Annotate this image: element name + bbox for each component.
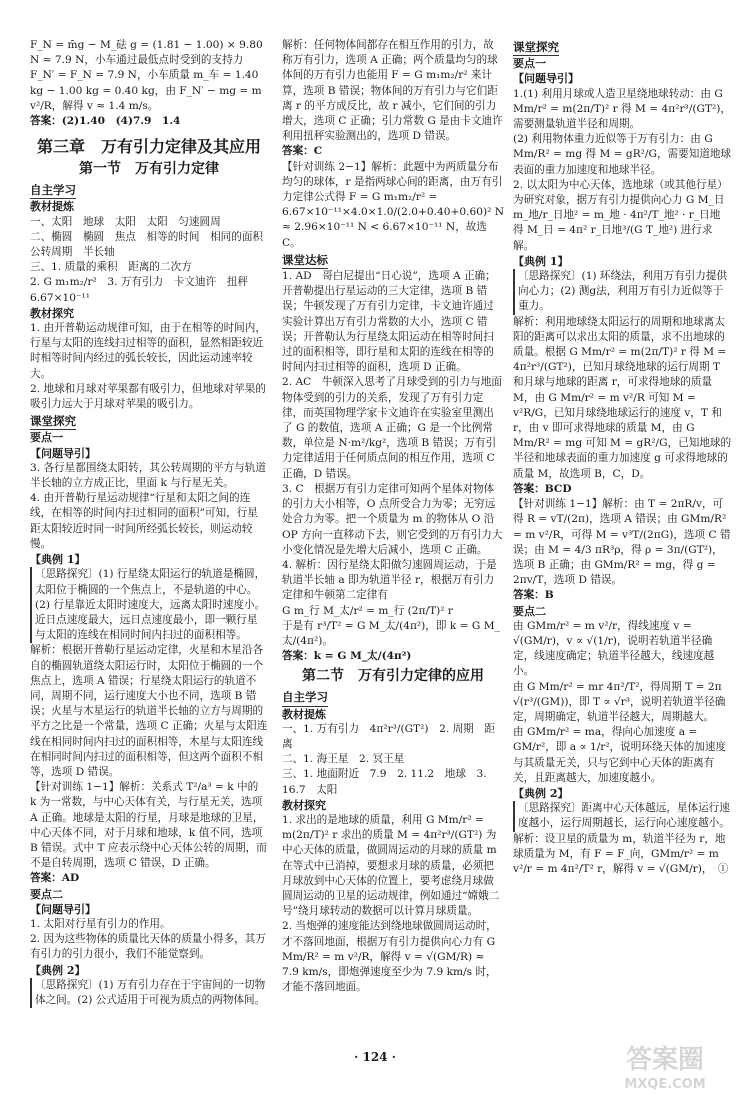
paragraph: 2. 当炮弹的速度能达到绕地球做圆周运动时，才不落回地面，根据万有引力提供向心力有 G Mm/R² = m v²/R，解得 v = √(GM/R) ≈ 7.9 km/s，即炮弹速度至少为 7.9 km/s 时，才能不落回地面。	[282, 920, 497, 994]
subheading: 【典例 1】	[30, 553, 86, 567]
answer-line: 答案：AD	[30, 872, 80, 885]
paragraph: 二、椭圆 椭圆 焦点 相等的时间 相同的面积 公转周期 半长轴	[30, 230, 274, 259]
answer-line: 答案：(2)1.40 (4)7.9 1.4	[30, 115, 181, 128]
left-column	[30, 38, 274, 1008]
subheading: 【典例 2】	[30, 963, 86, 977]
paragraph: 1. 由开普勒运动规律可知，由于在相等的时间内，行星与太阳的连线扫过相等的面积，显然相距较近时相等时间内经过的弧长较长，因此运动速率较大。	[30, 322, 266, 380]
subheading: 【问题导引】	[30, 902, 96, 916]
hint-box: 〔思路探究〕(1) 行星绕太阳运行的轨道是椭圆，太阳位于椭圆的一个焦点上，不是轨道的中心。(2) 行星靠近太阳时速度大，远离太阳时速度小。近日点速度最大，远日点速度最小，即一颗行星与太阳的连线在相同时间内扫过的面积相等。	[30, 567, 268, 643]
subheading: 【问题导引】	[30, 446, 96, 460]
paragraph: 【针对训练 2−1】解析：此题中为两质量分布均匀的球体，r 是指两球心间的距离，由万有引力定律公式得 F = G m₁m₂/r² = 6.67×10⁻¹¹×4.0×1.0/(2.0+0.40+0.60)² N ≈ 2.96×10⁻¹¹ N < 6.67×10⁻¹¹ N，故选 C。	[282, 160, 504, 249]
paragraph: 解析：设卫星的质量为 m，轨道半径为 r，地球质量为 M，有 F = F_向，GMm/r² = m v²/r = m 4π²/T² r，解得 v = √(GM/r)， ①	[513, 832, 729, 875]
paragraph: 解析：任何物体间都存在相互作用的引力，故称万有引力，选项 A 正确；两个质量均匀的球体间的万有引力也能用 F = G m₁m₂/r² 来计算，选项 B 错误；物体间的万有引力与它们距离 r 的平方成反比，故 r 减小，它们间的引力增大，选项 C 正确；引力常数 G 是由卡文迪许利用扭秤实验测出的，选项 D 错误。	[282, 39, 503, 143]
hint-box: 〔思路探究〕(1) 万有引力存在于宇宙间的一切物体之间。(2) 公式适用于可视为质点的两物体间。	[30, 978, 268, 1008]
section-title: 第二节 万有引力定律的应用	[302, 668, 484, 685]
subheading: 教材探究	[282, 798, 326, 812]
subheading: 【典例 2】	[513, 786, 569, 800]
hint-box: 〔思路探究〕(1) 环绕法，利用万有引力提供向心力；(2) 测g法，利用万有引力近似等于重力。	[513, 269, 733, 315]
paragraph: 一、太阳 地球 太阳 太阳 匀速圆周	[30, 215, 221, 228]
section-banner: 自主学习	[30, 183, 76, 199]
section-banner: 课堂探究	[513, 40, 559, 56]
answer-line: 答案：B	[513, 589, 554, 602]
paragraph: 4. 由开普勒行星运动规律“行星和太阳之间的连线，在相等的时间内扫过相同的面积”可知，行星距太阳较近时同一时间所经弧长较长，则运动较慢。	[30, 492, 258, 550]
subheading: 要点一	[513, 57, 546, 71]
paragraph: 2. 地球和月球对苹果都有吸引力，但地球对苹果的吸引力远大于月球对苹果的吸引力。	[30, 382, 266, 411]
hint-box: 〔思路探究〕距离中心天体越远，星体运行速度越小，运行周期越长，运行向心速度越小。	[513, 801, 733, 831]
paragraph: 2. G m₁m₂/r² 3. 万有引力 卡文迪许 扭秤 6.67×10⁻¹¹	[30, 276, 259, 304]
paragraph: 3. 各行星都围绕太阳转，其公转周期的平方与轨道半长轴的立方成正比，里面 k 与行星无关。	[30, 461, 266, 490]
subheading: 要点二	[30, 887, 63, 901]
paragraph: 由 G Mm/r² = mr 4π²/T²，得周期 T = 2π √(r³/(GM))，即 T ∝ √r³，说明若轨道半径确定，周期确定，轨道半径越大，周期越大。	[513, 680, 726, 723]
subheading: 要点二	[513, 604, 546, 618]
paragraph: 2. 因为这些物体的质量比天体的质量小得多，其万有引力的引力很小，我们不能觉察到。	[30, 933, 266, 961]
paragraph: G m_行 M_太/r² = m_行 (2π/T)² r	[282, 604, 453, 617]
paragraph: 解析：根据开普勒行星运动定律，火星和木星沿各自的椭圆轨道绕太阳运行时，太阳位于椭圆的一个焦点上，选项 A 错误；行星绕太阳运行的轨道不同，周期不同，运行速度大小也不同，选项 B 错误；火星与木星运行的轨道半长轴的立方与周期的平方之比是一个常量，选项 C 正确；火星与太阳连线在相同时间内扫过的面积相等，木星与太阳连线在相同时间内扫过的面积相等，但这两个面积不相等，选项 D 错误。	[30, 644, 268, 778]
paragraph: 【针对训练 1−1】解析：由 T = 2πR/v，可得 R = vT/(2π)，选项 A 错误；由 GMm/R² = m v²/R，可得 M = v³T/(2πG)，选项 C 错误；由 M = 4/3 πR³ρ，得 ρ = 3π/(GT²)，选项 B 正确；由 GMm/R² = mg，得 g = 2πv/T，选项 D 错误。	[513, 498, 731, 587]
section-banner: 课堂达标	[282, 253, 328, 269]
answer-line: 答案：C	[282, 145, 323, 158]
paragraph: 【针对训练 1−1】解析：关系式 T²/a³ = k 中的 k 为一常数，与中心天体有关，与行星无关，选项 A 正确。地球是太阳的行星，月球是地球的卫星，中心天体不同，对于月球和地球，k 值不同，选项 B 错误。式中 T 应表示绕中心天体公转的周期，而不是自转周期，选项 C 错误，D 正确。	[30, 781, 267, 870]
paragraph: 1. 太阳对行星有引力的作用。	[30, 917, 171, 930]
paragraph: F_N = m̄g − M_砝 g = (1.81 − 1.00) × 9.80 N ≈ 7.9 N，小车通过最低点时受到的支持力 F_N′ = F_N = 7.9 N，小车质量 m_车 = 1.40 kg − 1.00 kg = 0.40 kg，由 F_N′ − mg = m v²/R，解得 v ≈ 1.4 m/s。	[30, 39, 263, 112]
paragraph: 4. 解析：因行星绕太阳做匀速圆周运动，于是轨道半长轴 a 即为轨道半径 r，根据万有引力定律和牛顿第二定律有	[282, 558, 497, 602]
page-number: · 124 ·	[354, 1050, 396, 1064]
middle-column	[282, 38, 504, 995]
right-column	[513, 38, 733, 877]
paragraph: 于是有 r³/T² = G M_太/(4π²)，即 k = G M_太/(4π²)。	[282, 619, 500, 647]
watermark-logo	[590, 1040, 740, 1092]
paragraph: 2. AC 牛顿深入思考了月球受到的引力与地面物体受到的引力的关系，发现了万有引力定律，而英国物理学家卡文迪许在实验室里测出了 G 的数值，选项 A 正确；G 是一个比例常数，单位是 N·m²/kg²，选项 B 错误；万有引力定律适用于任何质点间的相互作用，选项 C 正确，D 错误。	[282, 376, 502, 480]
paragraph: 1. 求出的是地球的质量，利用 G Mm/r² = m(2π/T)² r 求出的质量 M = 4π²r³/(GT²) 为中心天体的质量，做圆周运动的月球的质量 m 在等式中已消掉，要想求月球的质量，必须把月球放到中心天体的位置上，要考虑绕月球做圆周运动的卫星的运动规律，例如通过“嫦娥二号”绕月球转动的数据可以计算月球质量。	[282, 813, 500, 918]
paragraph: 二、1. 海王星 2. 冥王星	[282, 753, 405, 766]
paragraph: 2. 以太阳为中心天体，选地球（或其他行星）为研究对象，据万有引力提供向心力 G M_日 m_地/r_日地² = m_地 · 4π²/T_地² · r_日地 得 M_日 = 4π² r_日地³/(G T_地²) 进行求解。	[513, 178, 728, 252]
subheading: 教材提炼	[282, 707, 326, 721]
paragraph: 由 GMm/r² = ma，得向心加速度 a = GM/r²，即 a ∝ 1/r²，说明环绕天体的加速度与其质量无关，只与它到中心天体的距离有关，且距离越大，加速度越小。	[513, 726, 727, 784]
paragraph: 1.(1) 利用月球或人造卫星绕地球转动：由 G Mm/r² = m(2π/T)² r 得 M = 4π²r³/(GT²)，需要测量轨道半径和周期。	[513, 87, 731, 131]
paragraph: 三、1. 地面附近 7.9 2. 11.2 地球 3. 16.7 太阳	[282, 768, 487, 796]
section-banner: 课堂探究	[30, 414, 76, 430]
watermark-line2: MXQE.COM	[624, 1077, 706, 1092]
subheading: 教材提炼	[30, 200, 74, 214]
section-banner: 自主学习	[282, 690, 328, 706]
paragraph: 三、1. 质量的乘积 距离的二次方	[30, 261, 192, 274]
paragraph: 1. AD 哥白尼提出“日心说”，选项 A 正确；开普勒提出行星运动的三大定律，选项 B 错误；牛顿发现了万有引力定律，卡文迪许通过实验计算出万有引力常数的大小，选项 C 错误；开普勒认为行星绕太阳运动在相等时间扫过的面积相等，即行星和太阳的连线在相等的时间内扫过相等的面积，选项 D 正确。	[282, 270, 496, 374]
subheading: 【问题导引】	[513, 72, 579, 86]
paragraph: 一、1. 万有引力 4π²r³/(GT²) 2. 周期 距离	[282, 722, 495, 750]
paragraph: 3. C 根据万有引力定律可知两个星体对物体的引力大小相等，O 点所受合力为零；无穷远处合力为零。把一个质量为 m 的物体从 O 沿 OP 方向一直移动下去，则它受到的万有引力大小变化情况是先增大后减小，选项 C 正确。	[282, 482, 503, 556]
subheading: 要点一	[30, 431, 63, 445]
subheading: 【典例 1】	[513, 254, 569, 268]
answer-line: 答案：k = G M_太/(4π²)	[282, 650, 412, 663]
chapter-title: 第三章 万有引力定律及其应用	[36, 137, 261, 157]
watermark-line1: 答案圈	[625, 1045, 705, 1075]
subheading: 教材探究	[30, 306, 74, 320]
answer-line: 答案：BCD	[513, 482, 572, 495]
section-title: 第一节 万有引力定律	[79, 161, 219, 178]
paragraph: (2) 利用物体重力近似等于万有引力：由 G Mm/R² = mg 得 M = gR²/G，需要知道地球表面的重力加速度和地球半径。	[513, 133, 732, 176]
paragraph: 解析：利用地球绕太阳运行的周期和地球离太阳的距离可以求出太阳的质量，求不出地球的质量。根据 G Mm/r² = m(2π/T)² r 得 M = 4π²r³/(GT²)，已知月球绕地球的运行周期 T 和月球与地球的距离 r，可求得地球的质量 M，由 G Mm/r² = m v²/R 可知 M = v²R/G，已知月球绕地球运行的速度 v，T 和 r，由 v 即可求得地球的质量 M，由 G Mm/R² = mg 可知 M = gR²/G，已知地球的半径和地球表面的重力加速度 g 可求得地球的质量 M，故选项 B，C，D。	[513, 315, 732, 480]
paragraph: 由 GMm/r² = m v²/r，得线速度 v = √(GM/r)，v ∝ √(1/r)，说明若轨道半径确定，线速度确定；轨道半径越大，线速度越小。	[513, 619, 715, 678]
